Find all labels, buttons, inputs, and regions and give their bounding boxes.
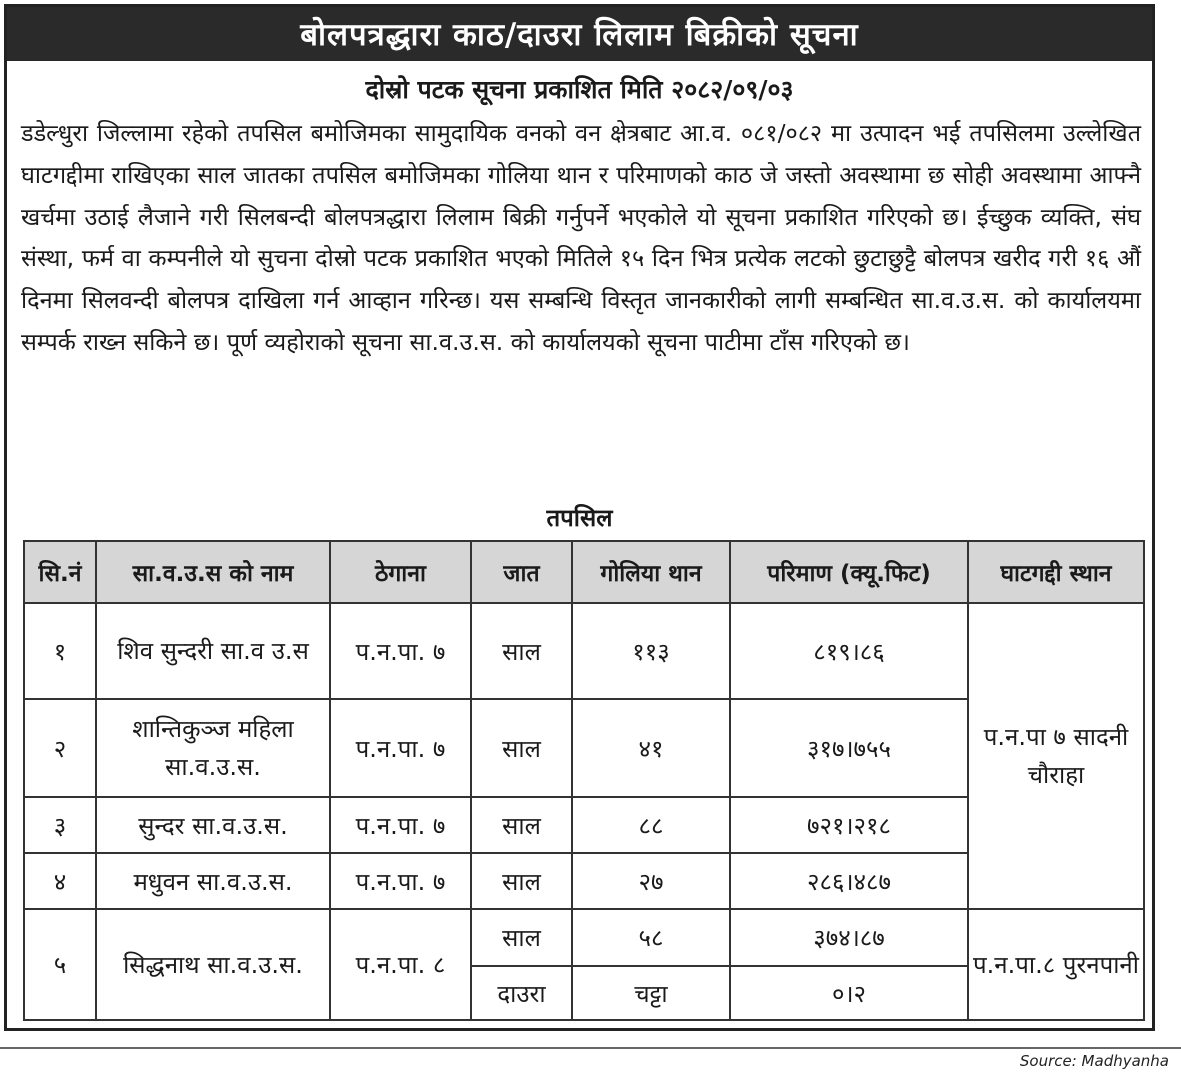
header-species: जात [471,541,572,603]
row-address: प.न.पा. ७ [330,853,471,909]
row-volume: ८१९।८६ [730,603,968,699]
notice-subtitle: दोस्रो पटक सूचना प्रकाशित मिति २०८२/०९/०३ [365,75,794,104]
row-name: सुन्दर सा.व.उ.स. [96,797,330,853]
row-volume: ३७४।८७ [730,909,968,966]
row-logs: ८८ [572,797,730,853]
header-sn: सि.नं [24,541,96,603]
row-logs-2: चट्टा [572,966,730,1020]
row-sn: ५ [24,909,96,1020]
detail-table [23,540,1145,1021]
row-address: प.न.पा. ७ [330,603,471,699]
table-heading: तपसिल [546,504,613,532]
row-species: साल [471,603,572,699]
table-header-row [24,541,1144,603]
notice-body: डडेल्धुरा जिल्लामा रहेको तपसिल बमोजिमका सामुदायिक वनको वन क्षेत्रबाट आ.व. ०८१/०८२ मा उत्पादन भई तपसिलमा उल्लेखित घाटगद्दीमा राखिएका साल जातका तपसिल बमोजिमका गोलिया थान र परिमाणको काठ जे जस्तो अवस्थामा छ सोही अवस्थामा आफ्नै खर्चमा उठाई लैजाने गरी सिलबन्दी बोलपत्रद्धारा लिलाम बिक्री गर्नुपर्ने भएकोले यो सूचना प्रकाशित गरिएको छ। ईच्छुक व्यक्ति, संघ संस्था, फर्म वा कम्पनीले यो सुचना दोस्रो पटक प्रकाशित भएको मितिले १५ दिन भित्र प्रत्येक लटको छुटाछुट्टै बोलपत्र खरीद गरी १६ औं दिनमा सिलवन्दी बोलपत्र दाखिला गर्न आव्हान गरिन्छ। यस सम्बन्धि विस्तृत जानकारीको लागी सम्बन्धित सा.व.उ.स. को कार्यालयमा सम्पर्क राख्न सकिने छ। पूर्ण व्यहोराको सूचना सा.व.उ.स. को कार्यालयको सूचना पाटीमा टाँस गरिएको छ। [21,119,1141,356]
row-logs: ५८ [572,909,730,966]
header-address: ठेगाना [330,541,471,603]
row-depot-1: प.न.पा ७ सादनी चौराहा [968,603,1144,909]
row-sn: ४ [24,853,96,909]
row-logs: २७ [572,853,730,909]
header-volume: परिमाण (क्यू.फिट) [730,541,968,603]
notice-title: बोलपत्रद्धारा काठ/दाउरा लिलाम बिक्रीको सूचना [7,7,1152,61]
row-species: साल [471,797,572,853]
row-species: साल [471,909,572,966]
header-depot: घाटगद्दी स्थान [968,541,1144,603]
header-logs: गोलिया थान [572,541,730,603]
row-name: शान्तिकुञ्ज महिला सा.व.उ.स. [96,699,330,797]
row-volume-2: ०।२ [730,966,968,1020]
row-sn: ३ [24,797,96,853]
row-species: साल [471,853,572,909]
table-row [24,603,1144,699]
bottom-divider [0,1047,1181,1049]
row-name: शिव सुन्दरी सा.व उ.स [96,603,330,699]
row-species: साल [471,699,572,797]
row-volume: २८६।४८७ [730,853,968,909]
header-name: सा.व.उ.स को नाम [96,541,330,603]
row-sn: २ [24,699,96,797]
row-logs: ४१ [572,699,730,797]
source-credit: Source: Madhyanha [1019,1052,1169,1070]
row-depot-2: प.न.पा.८ पुरनपानी [968,909,1144,1020]
row-species-2: दाउरा [471,966,572,1020]
row-name: सिद्धनाथ सा.व.उ.स. [96,909,330,1020]
table-row [24,909,1144,966]
row-sn: १ [24,603,96,699]
row-address: प.न.पा. ८ [330,909,471,1020]
row-address: प.न.पा. ७ [330,699,471,797]
row-logs: ११३ [572,603,730,699]
row-volume: ३१७।७५५ [730,699,968,797]
notice-panel [4,4,1155,1031]
row-volume: ७२१।२१८ [730,797,968,853]
row-name: मधुवन सा.व.उ.स. [96,853,330,909]
row-address: प.न.पा. ७ [330,797,471,853]
